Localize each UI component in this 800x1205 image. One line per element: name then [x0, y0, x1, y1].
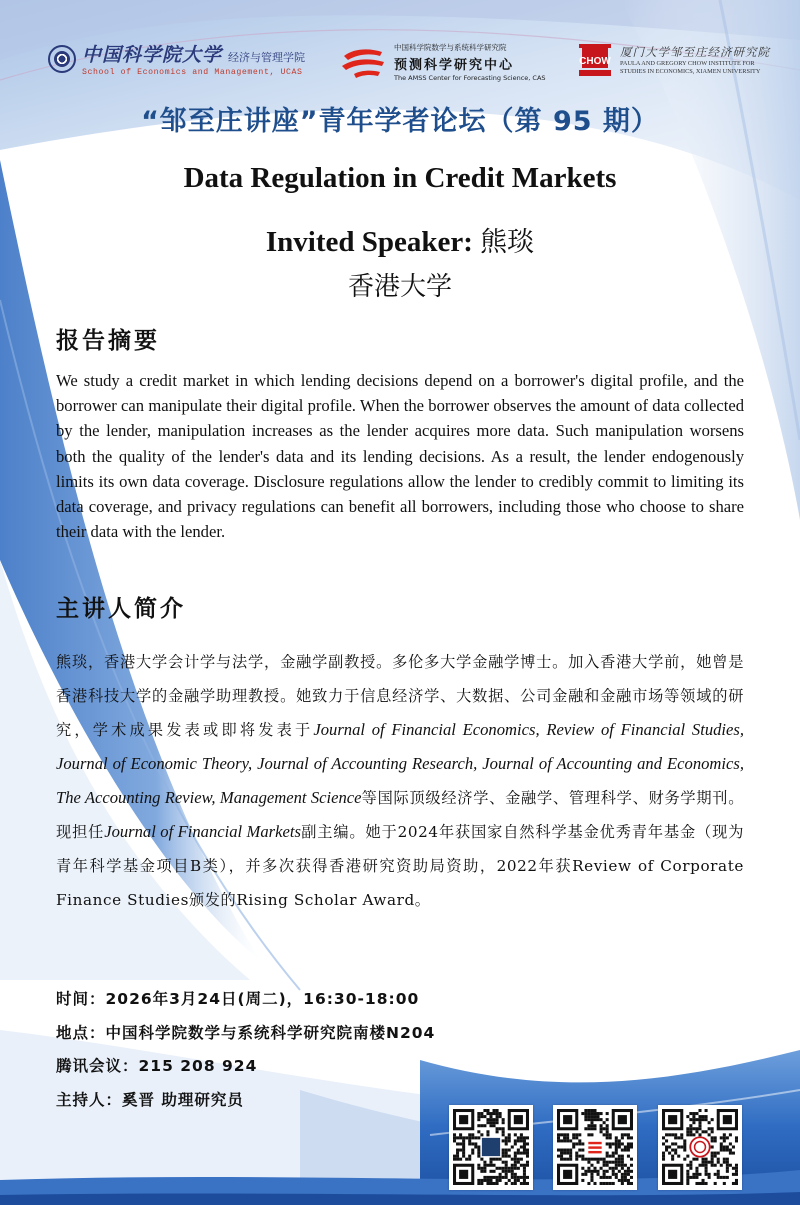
ucas-seal-icon [48, 45, 76, 73]
tencent-meeting-id: 腾讯会议：215 208 924 [56, 1057, 258, 1075]
qr-code-pattern [662, 1109, 738, 1185]
qr-code-ucas-icon[interactable] [449, 1105, 533, 1190]
amss-swirl-icon [340, 44, 386, 80]
bio-segment: 等国际顶级经济学、金融学、管理科学、财务学期刊。现担任 [56, 789, 744, 841]
event-place: 地点：中国科学院数学与系统科学研究院南楼N204 [56, 1024, 436, 1042]
chow-building-icon [578, 42, 612, 78]
amss-logo [340, 42, 546, 82]
ucas-logo [48, 40, 305, 77]
chow-mark-text: CHOW [579, 56, 611, 67]
speaker-affiliation: 香港大学 [347, 272, 452, 302]
chow-name-en-2: STUDIES IN ECONOMICS, XIAMEN UNIVERSITY [620, 68, 761, 75]
qr-code-chow-icon[interactable] [658, 1105, 742, 1190]
chow-name-en-1: PAULA AND GREGORY CHOW INSTITUTE FOR [620, 60, 755, 67]
ucas-name-cn: 中国科学院大学 [82, 44, 223, 66]
invited-speaker [0, 220, 800, 259]
bio-segment: 副主编。她于2024年获国家自然科学基金优秀青年基金（现为青年科学基金项目B类），并多次获得香港研究资助局资助，2022年获Review of Corporate Finance Studies颁发的Rising Scholar Award。 [56, 823, 744, 909]
amss-name-en: The AMSS Center for Forecasting Science, CAS [394, 74, 546, 82]
event-time: 时间：2026年3月24日(周二)，16:30-18:00 [56, 990, 420, 1008]
bio-heading: 主讲人简介 [56, 596, 186, 622]
bio-journals: Journal of Financial Economics, Review of Financial Studies, Journal of Economic Theory, Journal of Accounting Research, Journal of Accounting and Economics, The Accounting Review, Management Science [56, 720, 744, 807]
qr-code-pattern [557, 1109, 633, 1185]
speaker-name: 熊琰 [480, 227, 535, 258]
bio-text [56, 645, 744, 917]
ucas-school-cn: 经济与管理学院 [228, 51, 306, 64]
bio-editor-journal: Journal of Financial Markets [104, 822, 301, 841]
event-host: 主持人：奚晋 助理研究员 [56, 1091, 244, 1109]
qr-code-amss-icon[interactable] [553, 1105, 637, 1190]
talk-title: Data Regulation in Credit Markets [183, 162, 617, 194]
amss-name-cn: 预测科学研究中心 [394, 58, 515, 73]
qr-code-pattern [453, 1109, 529, 1185]
series-title: “邹至庄讲座”青年学者论坛（第 95 期） [141, 106, 659, 137]
abstract-text: We study a credit market in which lending decisions depend on a borrower's digital profile, and the borrower can manipulate their digital profile. When the borrower observes the amount of data collected by the lender, manipulation increases as the lender acquires more data. Such manipulation worsens both the quality of the lender's data and its lending decisions. As a result, the lender endogenously limits its own data coverage. Disclosure regulations allow the lender to credibly commit to limiting its data coverage, and privacy regulations can benefit all borrowers, including those who choose to share their data with the lender. [56, 371, 744, 542]
chow-institute-logo [578, 42, 770, 78]
abstract-heading: 报告摘要 [56, 328, 160, 354]
amss-parent-name: 中国科学院数学与系统科学研究院 [394, 43, 507, 52]
chow-name-cn: 厦门大学邹至庄经济研究院 [620, 45, 770, 59]
ucas-school-en: School of Economics and Management, UCAS [82, 68, 303, 77]
speaker-label: Invited Speaker: [265, 226, 481, 258]
bio-segment: 熊琰，香港大学会计学与法学，金融学副教授。多伦多大学金融学博士。加入香港大学前，她曾是香港科技大学的金融学助理教授。她致力于信息经济学、大数据、公司金融和金融市场等领域的研究，学术成果发表或即将发表于 [56, 653, 744, 739]
